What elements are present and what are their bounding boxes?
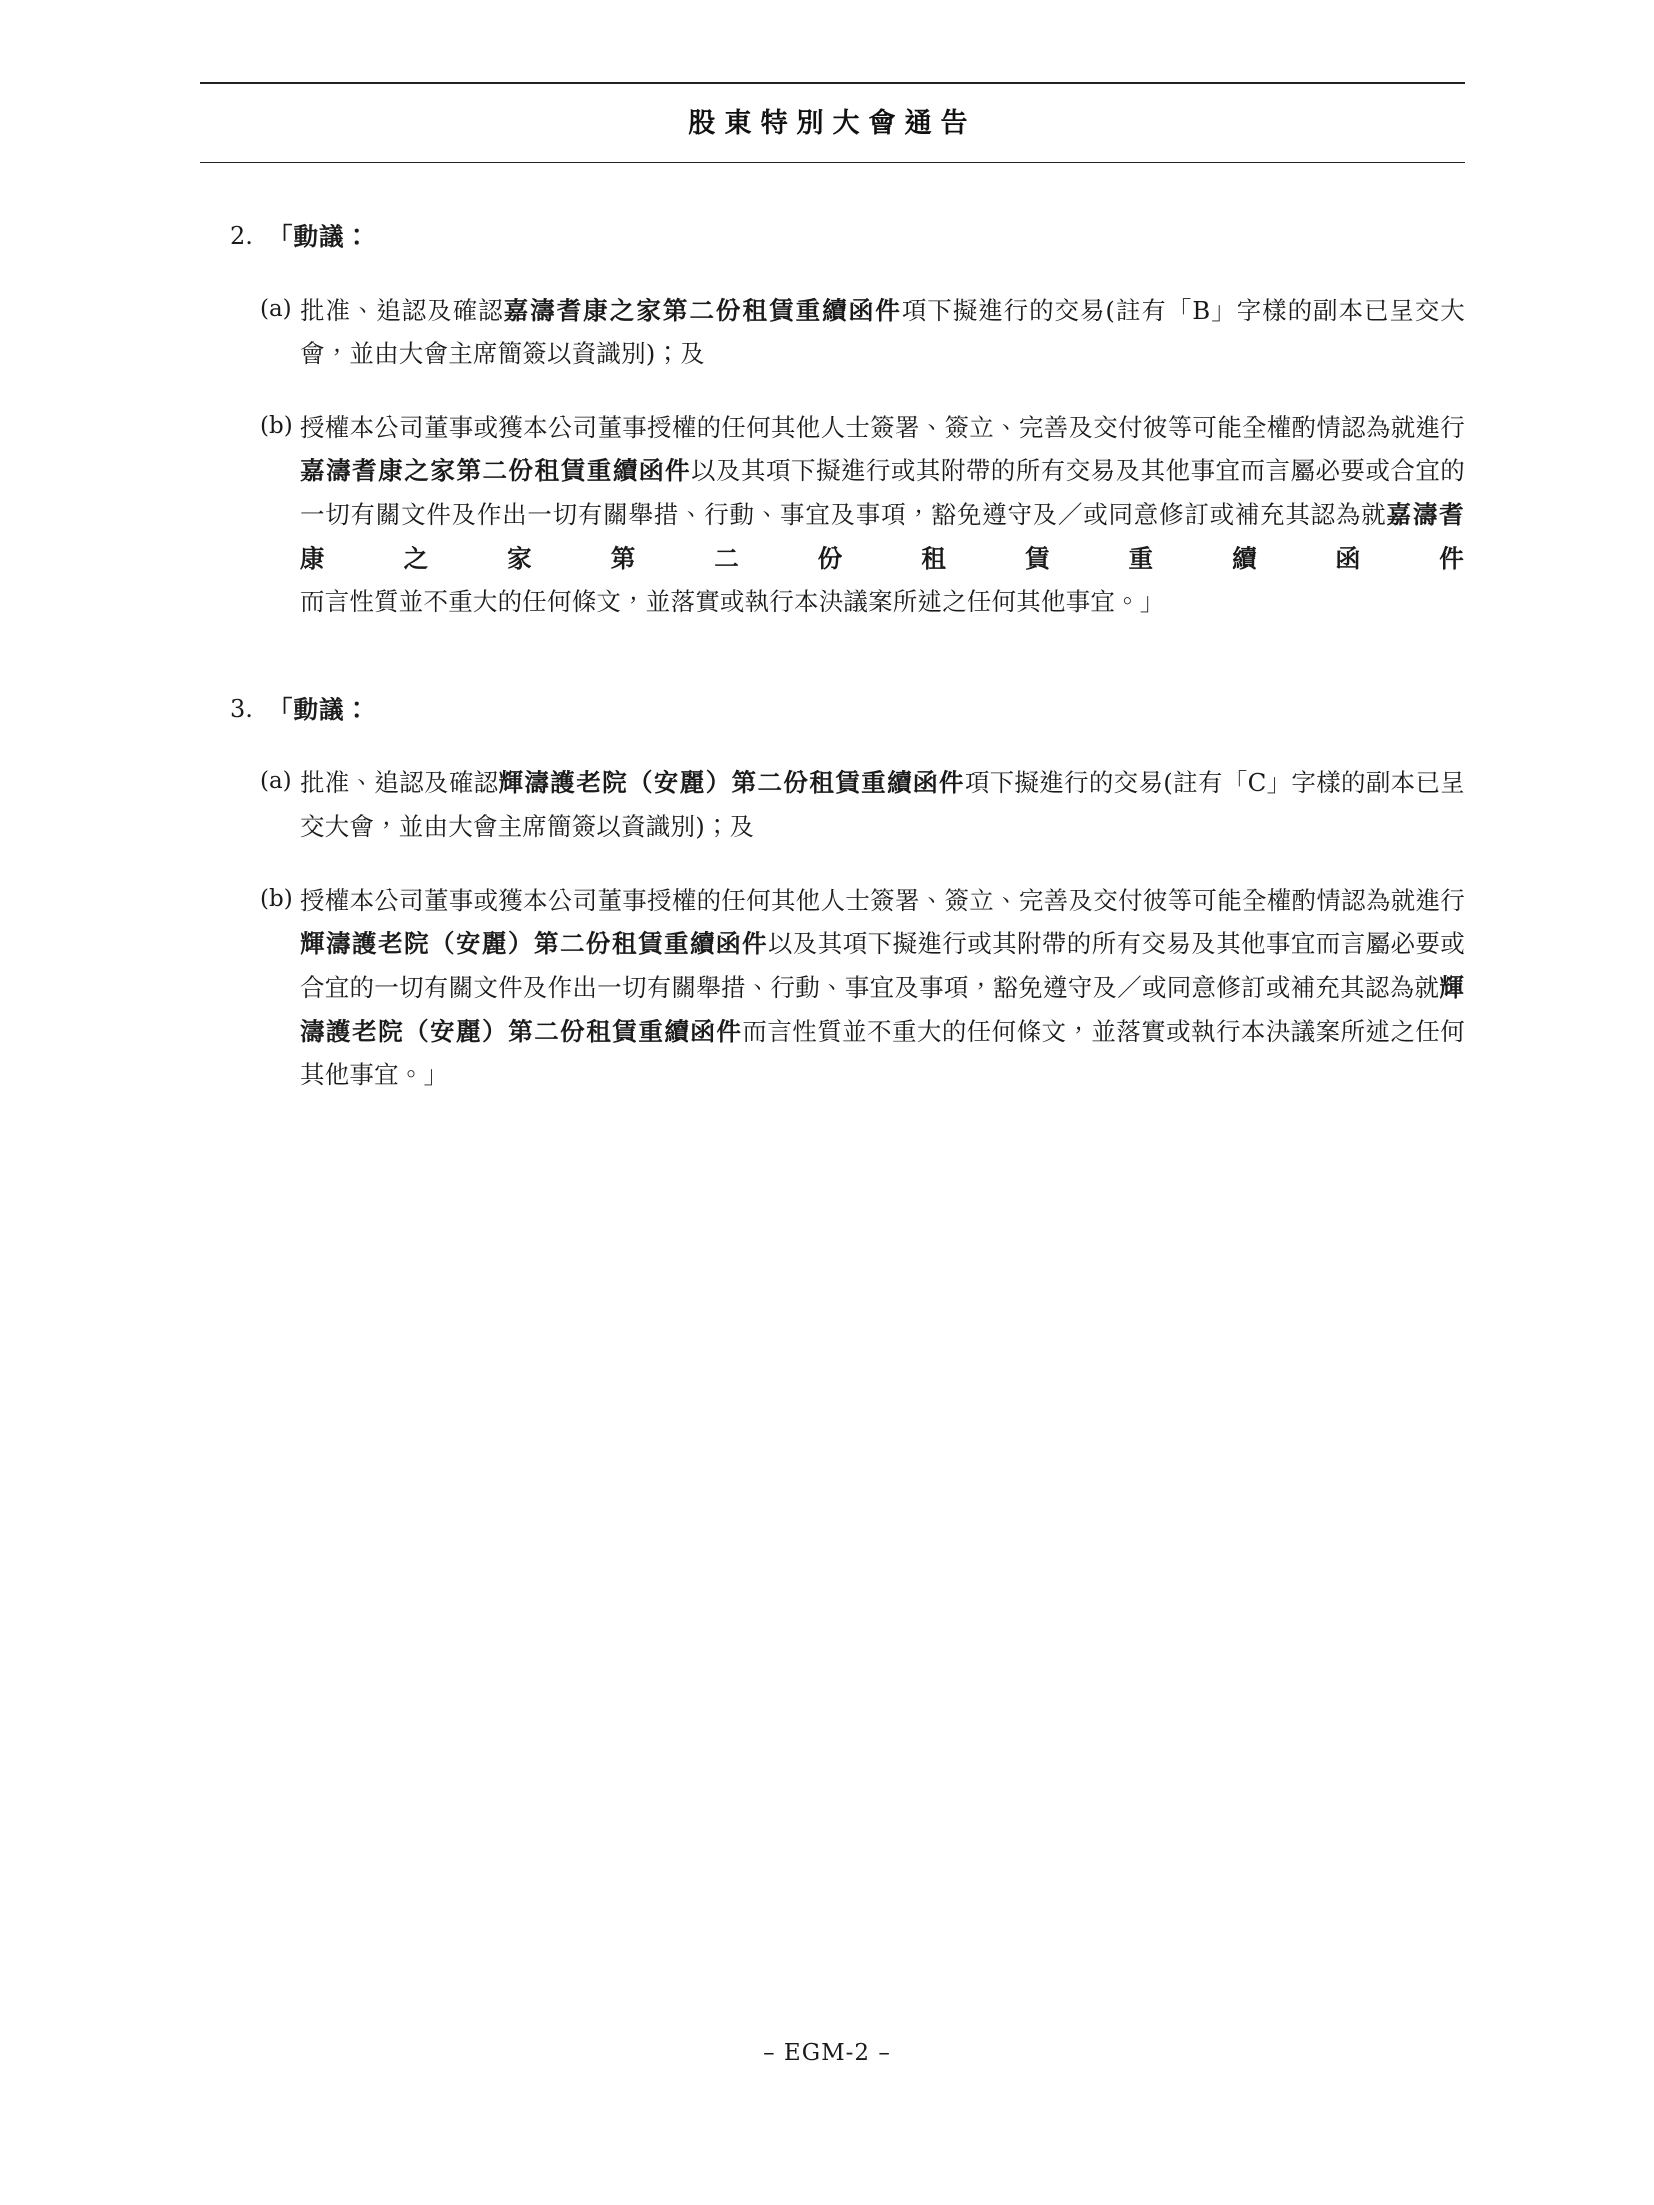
subitem-label: (b)	[260, 885, 293, 912]
subitem-text: 批准、追認及確認嘉濤耆康之家第二份租賃重續函件項下擬進行的交易(註有「B」字樣的副本已呈交大會，並由大會主席簡簽以資識別)；及	[300, 295, 1465, 369]
page-header	[200, 0, 1465, 163]
resolution-heading-row	[200, 215, 1465, 259]
resolution-number: 2.	[230, 222, 253, 250]
subitem-text: 批准、追認及確認輝濤護老院（安麗）第二份租賃重續函件項下擬進行的交易(註有「C」字樣的副本已呈交大會，並由大會主席簡簽以資識別)；及	[300, 768, 1465, 842]
subitem-text: 授權本公司董事或獲本公司董事授權的任何其他人士簽署、簽立、完善及交付彼等可能全權酌情認為就進行輝濤護老院（安麗）第二份租賃重續函件以及其項下擬進行或其附帶的所有交易及其他事宜而言屬必要或合宜的一切有關文件及作出一切有關舉措、行動、事宜及事項，豁免遵守及／或同意修訂或補充其認為就輝濤護老院（安麗）第二份租賃重續函件而言性質並不重大的任何條文，並落實或執行本決議案所述之任何其他事宜。」	[300, 885, 1465, 1090]
resolution-heading-text: 「動議：	[268, 694, 370, 724]
resolution-item	[200, 688, 1465, 1097]
header-rule-bottom	[200, 162, 1465, 163]
resolution-subitem	[200, 761, 1465, 848]
resolution-heading-text: 「動議：	[268, 222, 370, 251]
subitem-label: (b)	[260, 412, 293, 439]
resolution-subitem	[200, 406, 1465, 624]
section-gap	[200, 654, 1465, 688]
page-footer	[0, 2040, 1654, 2066]
subitem-text: 授權本公司董事或獲本公司董事授權的任何其他人士簽署、簽立、完善及交付彼等可能全權酌情認為就進行嘉濤耆康之家第二份租賃重續函件以及其項下擬進行或其附帶的所有交易及其他事宜而言屬必要或合宜的一切有關文件及作出一切有關舉措、行動、事宜及事項，豁免遵守及／或同意修訂或補充其認為就嘉濤耆康之家第二份租賃重續函件而言性質並不重大的任何條文，並落實或執行本決議案所述之任何其他事宜。」	[300, 412, 1466, 617]
subitem-label: (a)	[260, 295, 292, 322]
resolution-number: 3.	[230, 694, 253, 723]
page-title: 股東特別大會通告	[688, 108, 977, 139]
resolution-subitem	[200, 289, 1465, 376]
page-number: – EGM-2 –	[763, 2040, 891, 2066]
resolution-heading-row	[200, 688, 1465, 732]
subitem-label: (a)	[260, 768, 292, 795]
document-body	[200, 215, 1465, 1097]
page-content	[200, 0, 1465, 1127]
resolution-item	[200, 215, 1465, 624]
resolution-subitem	[200, 879, 1465, 1097]
